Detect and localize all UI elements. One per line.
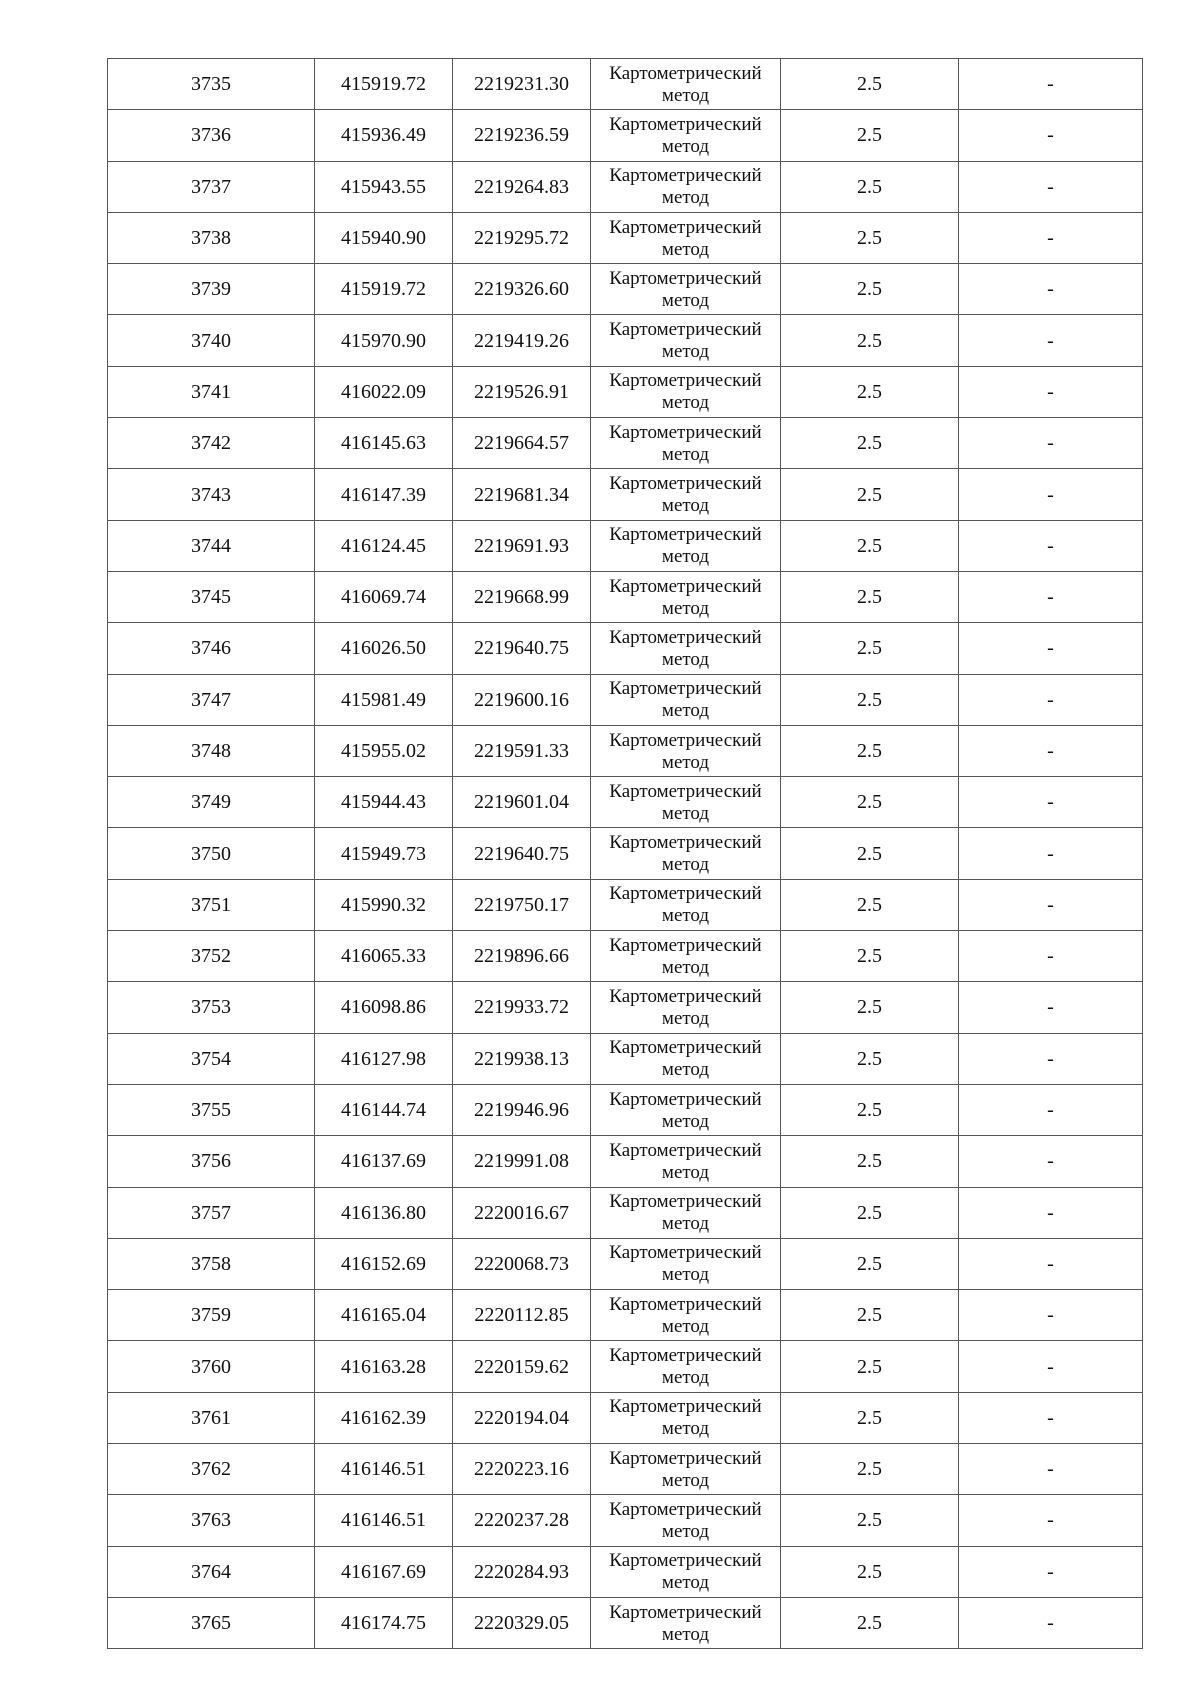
point-number-cell: 3739 [108, 264, 315, 315]
point-number-cell: 3737 [108, 161, 315, 212]
x-coordinate-cell: 416145.63 [315, 418, 453, 469]
accuracy-cell: 2.5 [781, 1238, 959, 1289]
point-number-cell: 3763 [108, 1495, 315, 1546]
table-row [108, 1444, 1143, 1495]
point-number-cell: 3758 [108, 1238, 315, 1289]
point-number-cell: 3757 [108, 1187, 315, 1238]
accuracy-cell: 2.5 [781, 469, 959, 520]
method-line-2: метод [661, 1367, 710, 1389]
x-coordinate-cell: 416165.04 [315, 1290, 453, 1341]
table-row [108, 1033, 1143, 1084]
accuracy-cell: 2.5 [781, 418, 959, 469]
method-line-2: метод [661, 1418, 710, 1440]
x-coordinate-cell: 416026.50 [315, 623, 453, 674]
y-coordinate-cell: 2219640.75 [453, 623, 591, 674]
x-coordinate-cell: 416124.45 [315, 520, 453, 571]
y-coordinate-cell: 2219601.04 [453, 777, 591, 828]
accuracy-cell: 2.5 [781, 1392, 959, 1443]
method-cell [591, 1238, 781, 1289]
method-line-2: метод [661, 1007, 710, 1029]
method-line-1: Картометрический [609, 267, 762, 289]
y-coordinate-cell: 2220016.67 [453, 1187, 591, 1238]
method-line-1: Картометрический [609, 319, 762, 341]
method-line-1: Картометрический [609, 1601, 762, 1623]
accuracy-cell: 2.5 [781, 1597, 959, 1648]
point-number-cell: 3745 [108, 571, 315, 622]
x-coordinate-cell: 416174.75 [315, 1597, 453, 1648]
method-line-2: метод [661, 1264, 710, 1286]
note-cell: - [959, 1341, 1143, 1392]
method-line-1: Картометрический [609, 62, 762, 84]
x-coordinate-cell: 416144.74 [315, 1084, 453, 1135]
method-line-1: Картометрический [609, 883, 762, 905]
method-line-1: Картометрический [609, 678, 762, 700]
y-coordinate-cell: 2219664.57 [453, 418, 591, 469]
note-cell: - [959, 366, 1143, 417]
method-line-1: Картометрический [609, 473, 762, 495]
method-line-1: Картометрический [609, 524, 762, 546]
note-cell: - [959, 1546, 1143, 1597]
point-number-cell: 3736 [108, 110, 315, 161]
method-line-2: метод [661, 1213, 710, 1235]
method-cell [591, 725, 781, 776]
table-row [108, 366, 1143, 417]
accuracy-cell: 2.5 [781, 315, 959, 366]
y-coordinate-cell: 2219750.17 [453, 879, 591, 930]
accuracy-cell: 2.5 [781, 366, 959, 417]
note-cell: - [959, 879, 1143, 930]
accuracy-cell: 2.5 [781, 725, 959, 776]
point-number-cell: 3747 [108, 674, 315, 725]
y-coordinate-cell: 2219991.08 [453, 1136, 591, 1187]
method-line-1: Картометрический [609, 626, 762, 648]
method-cell [591, 623, 781, 674]
method-cell [591, 212, 781, 263]
y-coordinate-cell: 2219946.96 [453, 1084, 591, 1135]
note-cell: - [959, 828, 1143, 879]
y-coordinate-cell: 2219236.59 [453, 110, 591, 161]
accuracy-cell: 2.5 [781, 1187, 959, 1238]
method-cell [591, 777, 781, 828]
point-number-cell: 3756 [108, 1136, 315, 1187]
method-line-1: Картометрический [609, 1396, 762, 1418]
note-cell: - [959, 1187, 1143, 1238]
coordinates-table-body [108, 59, 1143, 1649]
table-row [108, 1341, 1143, 1392]
note-cell: - [959, 1444, 1143, 1495]
method-line-2: метод [661, 1110, 710, 1132]
y-coordinate-cell: 2220194.04 [453, 1392, 591, 1443]
table-row [108, 623, 1143, 674]
method-line-2: метод [661, 1161, 710, 1183]
note-cell: - [959, 1597, 1143, 1648]
x-coordinate-cell: 415919.72 [315, 59, 453, 110]
point-number-cell: 3738 [108, 212, 315, 263]
y-coordinate-cell: 2219668.99 [453, 571, 591, 622]
method-line-2: метод [661, 597, 710, 619]
y-coordinate-cell: 2220223.16 [453, 1444, 591, 1495]
x-coordinate-cell: 416147.39 [315, 469, 453, 520]
accuracy-cell: 2.5 [781, 1290, 959, 1341]
note-cell: - [959, 418, 1143, 469]
accuracy-cell: 2.5 [781, 264, 959, 315]
point-number-cell: 3753 [108, 982, 315, 1033]
note-cell: - [959, 725, 1143, 776]
table-row [108, 1597, 1143, 1648]
accuracy-cell: 2.5 [781, 1136, 959, 1187]
note-cell: - [959, 1033, 1143, 1084]
point-number-cell: 3742 [108, 418, 315, 469]
accuracy-cell: 2.5 [781, 879, 959, 930]
method-line-2: метод [661, 802, 710, 824]
point-number-cell: 3735 [108, 59, 315, 110]
note-cell: - [959, 1136, 1143, 1187]
x-coordinate-cell: 416152.69 [315, 1238, 453, 1289]
method-cell [591, 110, 781, 161]
method-line-2: метод [661, 751, 710, 773]
accuracy-cell: 2.5 [781, 1495, 959, 1546]
method-cell [591, 1495, 781, 1546]
method-cell [591, 571, 781, 622]
x-coordinate-cell: 415943.55 [315, 161, 453, 212]
point-number-cell: 3754 [108, 1033, 315, 1084]
method-cell [591, 315, 781, 366]
note-cell: - [959, 110, 1143, 161]
x-coordinate-cell: 416137.69 [315, 1136, 453, 1187]
table-row [108, 571, 1143, 622]
method-cell [591, 161, 781, 212]
method-cell [591, 931, 781, 982]
method-line-1: Картометрический [609, 1242, 762, 1264]
y-coordinate-cell: 2220112.85 [453, 1290, 591, 1341]
y-coordinate-cell: 2219295.72 [453, 212, 591, 263]
y-coordinate-cell: 2219600.16 [453, 674, 591, 725]
y-coordinate-cell: 2219231.30 [453, 59, 591, 110]
y-coordinate-cell: 2219264.83 [453, 161, 591, 212]
point-number-cell: 3755 [108, 1084, 315, 1135]
table-row [108, 828, 1143, 879]
note-cell: - [959, 1238, 1143, 1289]
accuracy-cell: 2.5 [781, 931, 959, 982]
point-number-cell: 3740 [108, 315, 315, 366]
note-cell: - [959, 59, 1143, 110]
accuracy-cell: 2.5 [781, 1444, 959, 1495]
method-line-2: метод [661, 905, 710, 927]
method-line-1: Картометрический [609, 113, 762, 135]
table-row [108, 110, 1143, 161]
method-line-1: Картометрический [609, 421, 762, 443]
y-coordinate-cell: 2219326.60 [453, 264, 591, 315]
note-cell: - [959, 931, 1143, 982]
method-line-1: Картометрический [609, 934, 762, 956]
x-coordinate-cell: 416146.51 [315, 1444, 453, 1495]
accuracy-cell: 2.5 [781, 110, 959, 161]
x-coordinate-cell: 415970.90 [315, 315, 453, 366]
table-row [108, 1084, 1143, 1135]
method-line-2: метод [661, 495, 710, 517]
method-line-2: метод [661, 854, 710, 876]
method-line-1: Картометрический [609, 985, 762, 1007]
y-coordinate-cell: 2219933.72 [453, 982, 591, 1033]
note-cell: - [959, 982, 1143, 1033]
method-line-2: метод [661, 956, 710, 978]
y-coordinate-cell: 2220329.05 [453, 1597, 591, 1648]
accuracy-cell: 2.5 [781, 777, 959, 828]
x-coordinate-cell: 416162.39 [315, 1392, 453, 1443]
method-line-2: метод [661, 289, 710, 311]
method-cell [591, 469, 781, 520]
method-line-1: Картометрический [609, 729, 762, 751]
x-coordinate-cell: 416136.80 [315, 1187, 453, 1238]
method-cell [591, 1546, 781, 1597]
table-row [108, 777, 1143, 828]
table-row [108, 212, 1143, 263]
table-row [108, 520, 1143, 571]
y-coordinate-cell: 2219526.91 [453, 366, 591, 417]
note-cell: - [959, 315, 1143, 366]
method-line-1: Картометрический [609, 1345, 762, 1367]
accuracy-cell: 2.5 [781, 674, 959, 725]
method-line-1: Картометрический [609, 1550, 762, 1572]
method-cell [591, 418, 781, 469]
accuracy-cell: 2.5 [781, 1546, 959, 1597]
y-coordinate-cell: 2219691.93 [453, 520, 591, 571]
method-cell [591, 366, 781, 417]
method-line-1: Картометрический [609, 370, 762, 392]
y-coordinate-cell: 2220068.73 [453, 1238, 591, 1289]
x-coordinate-cell: 416167.69 [315, 1546, 453, 1597]
method-line-2: метод [661, 546, 710, 568]
point-number-cell: 3751 [108, 879, 315, 930]
method-cell [591, 674, 781, 725]
point-number-cell: 3749 [108, 777, 315, 828]
table-row [108, 1546, 1143, 1597]
method-line-2: метод [661, 1315, 710, 1337]
table-row [108, 1187, 1143, 1238]
point-number-cell: 3744 [108, 520, 315, 571]
note-cell: - [959, 674, 1143, 725]
note-cell: - [959, 623, 1143, 674]
point-number-cell: 3761 [108, 1392, 315, 1443]
method-line-1: Картометрический [609, 1191, 762, 1213]
note-cell: - [959, 1290, 1143, 1341]
point-number-cell: 3762 [108, 1444, 315, 1495]
y-coordinate-cell: 2219640.75 [453, 828, 591, 879]
method-line-2: метод [661, 392, 710, 414]
coordinates-table [107, 58, 1143, 1649]
table-row [108, 469, 1143, 520]
point-number-cell: 3759 [108, 1290, 315, 1341]
method-cell [591, 1290, 781, 1341]
point-number-cell: 3741 [108, 366, 315, 417]
method-line-2: метод [661, 187, 710, 209]
method-cell [591, 1341, 781, 1392]
table-row [108, 418, 1143, 469]
method-line-2: метод [661, 84, 710, 106]
y-coordinate-cell: 2219591.33 [453, 725, 591, 776]
x-coordinate-cell: 415944.43 [315, 777, 453, 828]
y-coordinate-cell: 2219938.13 [453, 1033, 591, 1084]
accuracy-cell: 2.5 [781, 623, 959, 674]
x-coordinate-cell: 416163.28 [315, 1341, 453, 1392]
note-cell: - [959, 469, 1143, 520]
method-cell [591, 879, 781, 930]
method-line-2: метод [661, 1059, 710, 1081]
accuracy-cell: 2.5 [781, 1341, 959, 1392]
method-line-1: Картометрический [609, 832, 762, 854]
x-coordinate-cell: 416065.33 [315, 931, 453, 982]
y-coordinate-cell: 2220237.28 [453, 1495, 591, 1546]
point-number-cell: 3760 [108, 1341, 315, 1392]
method-cell [591, 1033, 781, 1084]
x-coordinate-cell: 415936.49 [315, 110, 453, 161]
table-row [108, 674, 1143, 725]
method-line-2: метод [661, 1520, 710, 1542]
method-cell [591, 982, 781, 1033]
table-row [108, 1136, 1143, 1187]
method-line-2: метод [661, 135, 710, 157]
note-cell: - [959, 1392, 1143, 1443]
method-cell [591, 1084, 781, 1135]
accuracy-cell: 2.5 [781, 520, 959, 571]
accuracy-cell: 2.5 [781, 161, 959, 212]
note-cell: - [959, 212, 1143, 263]
table-row [108, 931, 1143, 982]
point-number-cell: 3748 [108, 725, 315, 776]
method-line-2: метод [661, 1623, 710, 1645]
method-line-1: Картометрический [609, 1037, 762, 1059]
x-coordinate-cell: 415919.72 [315, 264, 453, 315]
y-coordinate-cell: 2220159.62 [453, 1341, 591, 1392]
method-line-1: Картометрический [609, 1498, 762, 1520]
x-coordinate-cell: 416069.74 [315, 571, 453, 622]
table-row [108, 161, 1143, 212]
y-coordinate-cell: 2219896.66 [453, 931, 591, 982]
x-coordinate-cell: 415940.90 [315, 212, 453, 263]
method-cell [591, 520, 781, 571]
method-cell [591, 59, 781, 110]
accuracy-cell: 2.5 [781, 982, 959, 1033]
x-coordinate-cell: 416146.51 [315, 1495, 453, 1546]
x-coordinate-cell: 415955.02 [315, 725, 453, 776]
note-cell: - [959, 571, 1143, 622]
method-line-1: Картометрический [609, 1139, 762, 1161]
method-line-2: метод [661, 1572, 710, 1594]
point-number-cell: 3743 [108, 469, 315, 520]
y-coordinate-cell: 2219681.34 [453, 469, 591, 520]
method-line-1: Картометрический [609, 165, 762, 187]
method-line-1: Картометрический [609, 575, 762, 597]
method-cell [591, 1187, 781, 1238]
method-line-2: метод [661, 700, 710, 722]
note-cell: - [959, 264, 1143, 315]
method-cell [591, 1444, 781, 1495]
table-row [108, 982, 1143, 1033]
method-line-2: метод [661, 238, 710, 260]
accuracy-cell: 2.5 [781, 212, 959, 263]
note-cell: - [959, 161, 1143, 212]
point-number-cell: 3746 [108, 623, 315, 674]
x-coordinate-cell: 415949.73 [315, 828, 453, 879]
point-number-cell: 3750 [108, 828, 315, 879]
table-row [108, 725, 1143, 776]
accuracy-cell: 2.5 [781, 1084, 959, 1135]
y-coordinate-cell: 2219419.26 [453, 315, 591, 366]
method-line-1: Картометрический [609, 1088, 762, 1110]
table-row [108, 264, 1143, 315]
table-row [108, 1290, 1143, 1341]
x-coordinate-cell: 416098.86 [315, 982, 453, 1033]
method-cell [591, 1392, 781, 1443]
method-cell [591, 264, 781, 315]
method-cell [591, 1136, 781, 1187]
method-line-2: метод [661, 341, 710, 363]
table-row [108, 879, 1143, 930]
table-row [108, 59, 1143, 110]
note-cell: - [959, 520, 1143, 571]
accuracy-cell: 2.5 [781, 828, 959, 879]
accuracy-cell: 2.5 [781, 571, 959, 622]
point-number-cell: 3752 [108, 931, 315, 982]
method-cell [591, 828, 781, 879]
note-cell: - [959, 1084, 1143, 1135]
note-cell: - [959, 777, 1143, 828]
method-line-1: Картометрический [609, 216, 762, 238]
method-line-1: Картометрический [609, 1447, 762, 1469]
point-number-cell: 3764 [108, 1546, 315, 1597]
method-line-2: метод [661, 1469, 710, 1491]
accuracy-cell: 2.5 [781, 59, 959, 110]
x-coordinate-cell: 415990.32 [315, 879, 453, 930]
table-row [108, 1392, 1143, 1443]
x-coordinate-cell: 416127.98 [315, 1033, 453, 1084]
method-line-2: метод [661, 443, 710, 465]
method-line-1: Картометрический [609, 1293, 762, 1315]
point-number-cell: 3765 [108, 1597, 315, 1648]
x-coordinate-cell: 416022.09 [315, 366, 453, 417]
method-line-1: Картометрический [609, 780, 762, 802]
table-row [108, 315, 1143, 366]
note-cell: - [959, 1495, 1143, 1546]
accuracy-cell: 2.5 [781, 1033, 959, 1084]
x-coordinate-cell: 415981.49 [315, 674, 453, 725]
table-row [108, 1495, 1143, 1546]
y-coordinate-cell: 2220284.93 [453, 1546, 591, 1597]
method-line-2: метод [661, 648, 710, 670]
method-cell [591, 1597, 781, 1648]
table-row [108, 1238, 1143, 1289]
